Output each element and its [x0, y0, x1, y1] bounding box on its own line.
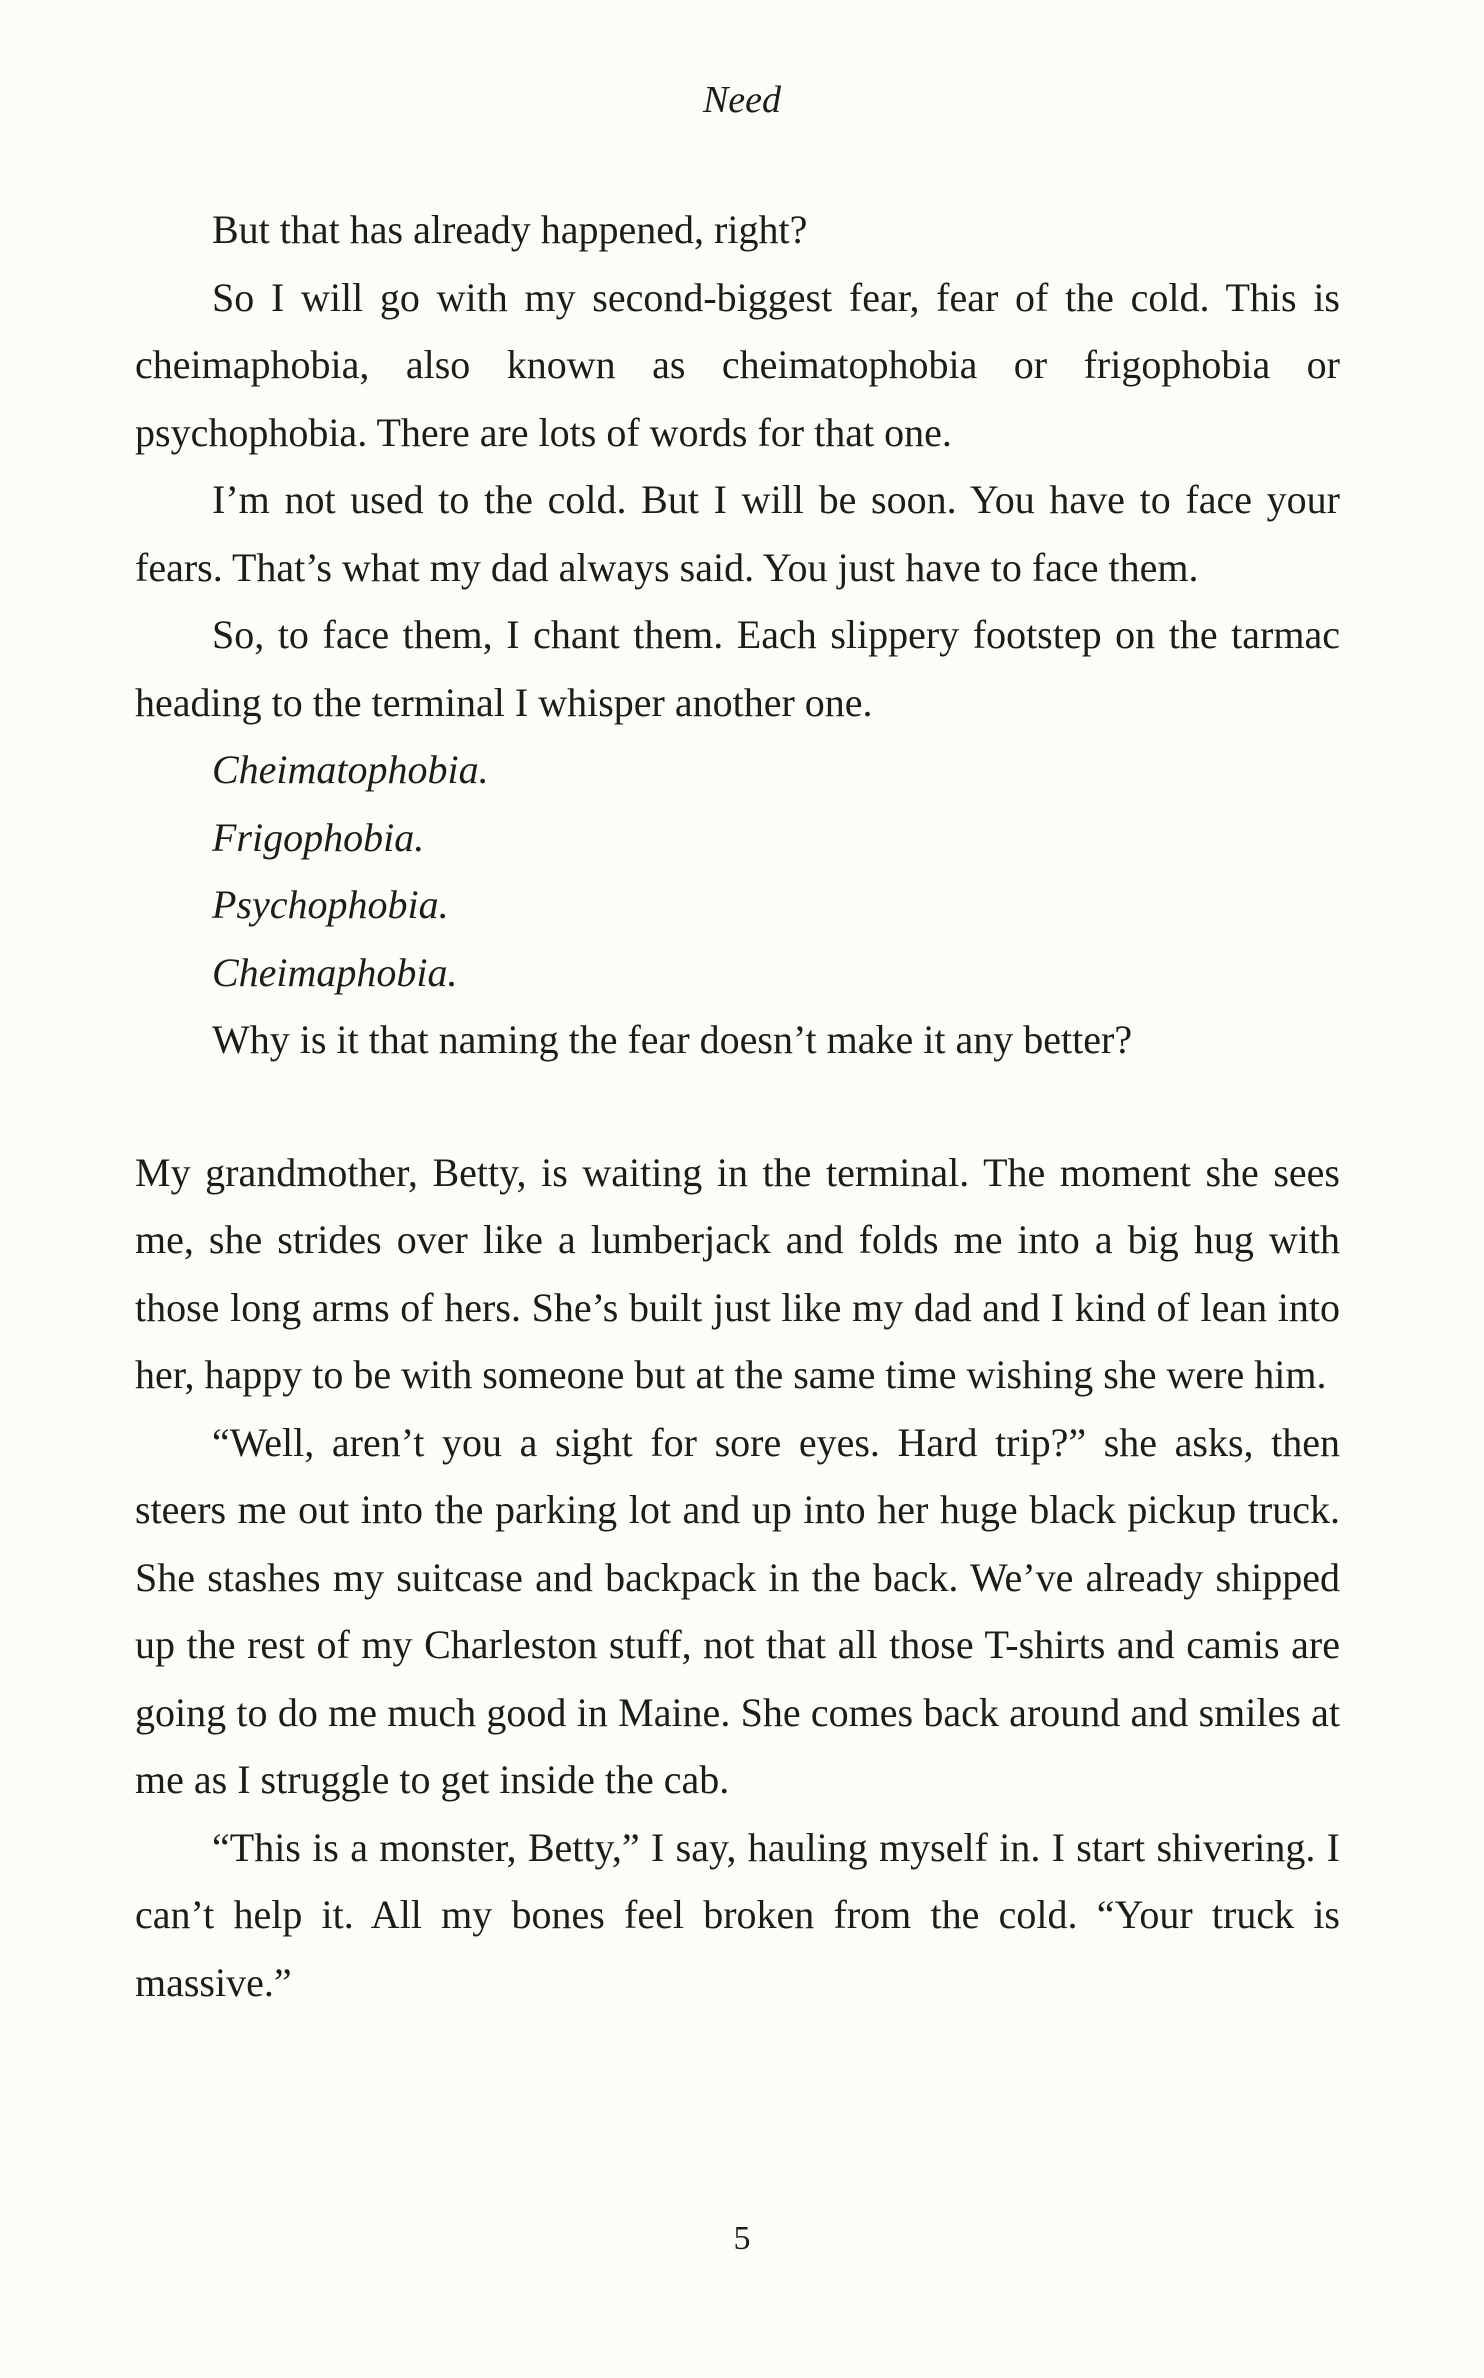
section-break [135, 1074, 1340, 1139]
chant-line: Cheimatophobia. [212, 747, 489, 792]
paragraph: But that has already happened, right? [212, 207, 808, 252]
body-text [135, 196, 1340, 2016]
paragraph: “Well, aren’t you a sight for sore eyes. Hard trip?” she asks, then steers me out into the parking lot and up into her huge black pickup truck. She stashes my suitcase and backpack in the back. We’ve already shipped up the rest of my Charleston stuff, not that all those T-shirts and camis are going to do me much good in Maine. She comes back around and smiles at me as I struggle to get inside the cab. [135, 1419, 1340, 1802]
chant-line: Cheimaphobia. [212, 949, 458, 995]
chant-line: Psychophobia. [212, 882, 449, 927]
closing-question: Why is it that naming the fear doesn’t make it any better? [212, 1017, 1133, 1062]
paragraph: So I will go with my second-biggest fear, fear of the cold. This is cheimaphobia, also known as cheimatophobia or frigophobia or psychophobia. There are lots of words for that one. [135, 274, 1340, 455]
chant-line: Frigophobia. [212, 814, 425, 860]
paragraph: I’m not used to the cold. But I will be soon. You have to face your fears. That’s what my dad always said. You just have to face them. [135, 477, 1340, 590]
paragraph: My grandmother, Betty, is waiting in the terminal. The moment she sees me, she strides over like a lumberjack and folds me into a big hug with those long arms of hers. She’s built just like my dad and I kind of lean into her, happy to be with someone but at the same time wishing she were him. [135, 1149, 1340, 1397]
paragraph: So, to face them, I chant them. Each slippery footstep on the tarmac heading to the terminal I whisper another one. [135, 612, 1340, 725]
page-number: 5 [733, 2220, 751, 2257]
running-head: Need [702, 79, 782, 121]
paragraph: “This is a monster, Betty,” I say, hauling myself in. I start shivering. I can’t help it. All my bones feel broken from the cold. “Your truck is massive.” [135, 1824, 1340, 2005]
